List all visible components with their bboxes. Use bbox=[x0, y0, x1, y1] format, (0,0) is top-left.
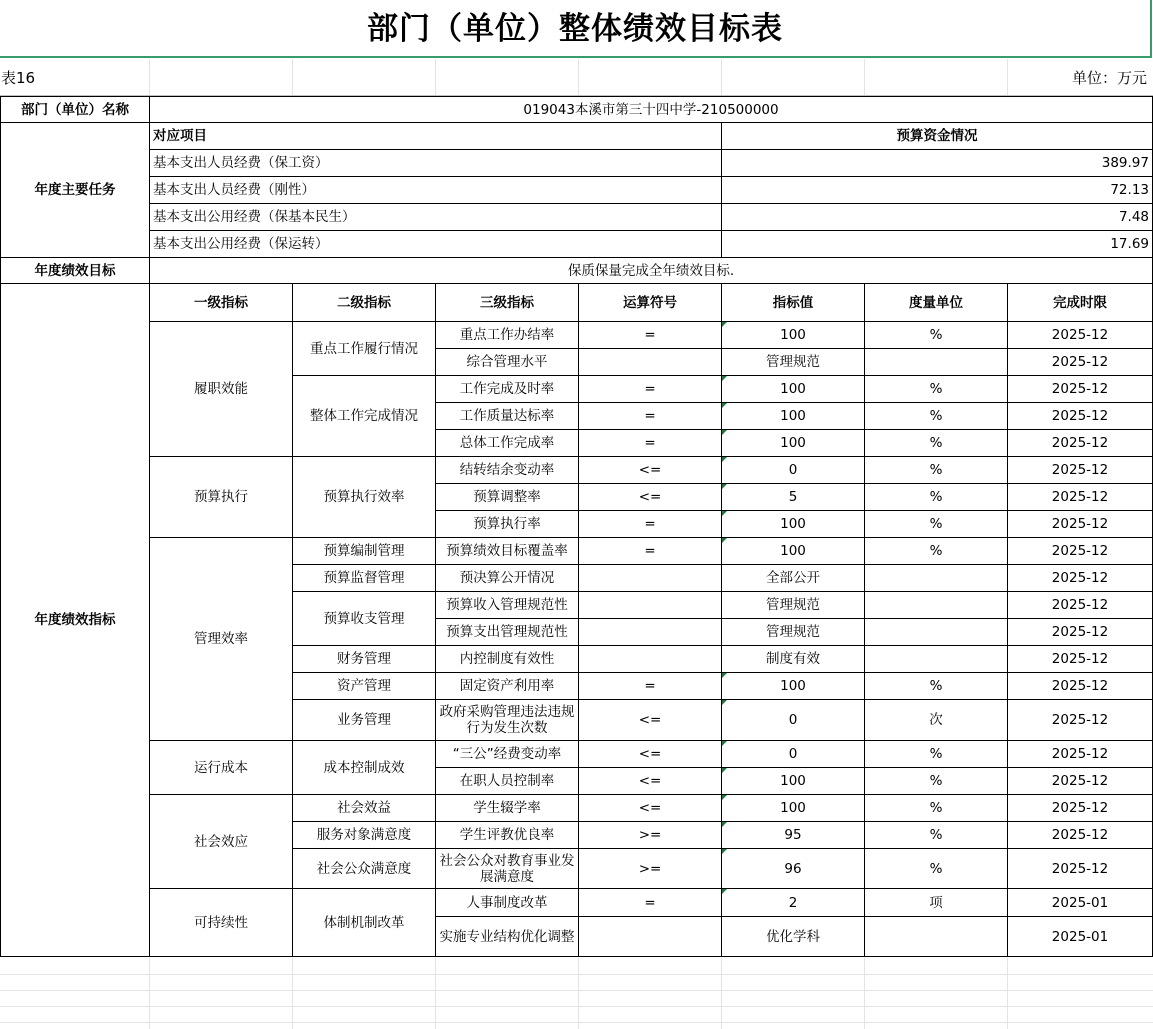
annual-goal-value[interactable]: 保质保量完成全年绩效目标. bbox=[150, 258, 1153, 284]
l3-indicator[interactable]: 内控制度有效性 bbox=[436, 646, 579, 673]
gridline bbox=[864, 59, 865, 95]
unit-cell[interactable]: % bbox=[865, 376, 1008, 403]
value-cell[interactable]: 100 bbox=[722, 511, 865, 538]
project-name[interactable]: 基本支出公用经费（保基本民生） bbox=[150, 204, 722, 231]
l3-indicator[interactable]: 实施专业结构优化调整 bbox=[436, 917, 579, 957]
gridline bbox=[721, 59, 722, 95]
project-header[interactable]: 对应项目 bbox=[150, 123, 722, 150]
budget-header[interactable]: 预算资金情况 bbox=[722, 123, 1153, 150]
unit-cell[interactable]: % bbox=[865, 511, 1008, 538]
value-cell[interactable]: 5 bbox=[722, 484, 865, 511]
unit-cell[interactable] bbox=[865, 917, 1008, 957]
l2-indicator[interactable]: 成本控制成效 bbox=[293, 741, 436, 795]
deadline-cell[interactable]: 2025-12 bbox=[1008, 349, 1153, 376]
gridline bbox=[292, 958, 293, 1029]
operator-cell[interactable]: <= bbox=[579, 484, 722, 511]
l3-indicator[interactable]: 结转结余变动率 bbox=[436, 457, 579, 484]
l2-indicator[interactable]: 社会效益 bbox=[293, 795, 436, 822]
deadline-cell[interactable]: 2025-12 bbox=[1008, 795, 1153, 822]
gridline bbox=[578, 958, 579, 1029]
operator-cell[interactable]: >= bbox=[579, 849, 722, 889]
deadline-cell[interactable]: 2025-12 bbox=[1008, 822, 1153, 849]
l3-indicator[interactable]: 预决算公开情况 bbox=[436, 565, 579, 592]
budget-amount[interactable]: 17.69 bbox=[722, 231, 1153, 258]
value-cell[interactable]: 全部公开 bbox=[722, 565, 865, 592]
l1-indicator[interactable]: 预算执行 bbox=[150, 457, 293, 538]
col-header-l1[interactable]: 一级指标 bbox=[150, 284, 293, 322]
deadline-cell[interactable]: 2025-12 bbox=[1008, 741, 1153, 768]
l1-indicator[interactable]: 可持续性 bbox=[150, 889, 293, 957]
gridline bbox=[578, 59, 579, 95]
value-cell[interactable]: 制度有效 bbox=[722, 646, 865, 673]
deadline-cell[interactable]: 2025-12 bbox=[1008, 484, 1153, 511]
l2-indicator[interactable]: 预算收支管理 bbox=[293, 592, 436, 646]
operator-cell[interactable]: = bbox=[579, 322, 722, 349]
project-name[interactable]: 基本支出人员经费（刚性） bbox=[150, 177, 722, 204]
page-title: 部门（单位）整体绩效目标表 bbox=[0, 0, 1152, 58]
l3-indicator[interactable]: 学生评教优良率 bbox=[436, 822, 579, 849]
deadline-cell[interactable]: 2025-01 bbox=[1008, 917, 1153, 957]
value-cell[interactable]: 0 bbox=[722, 457, 865, 484]
gridline bbox=[292, 59, 293, 95]
l3-indicator[interactable]: 预算执行率 bbox=[436, 511, 579, 538]
operator-cell[interactable]: = bbox=[579, 511, 722, 538]
operator-cell[interactable]: = bbox=[579, 889, 722, 917]
operator-cell[interactable]: = bbox=[579, 403, 722, 430]
col-header-deadline[interactable]: 完成时限 bbox=[1008, 284, 1153, 322]
unit-cell[interactable]: % bbox=[865, 741, 1008, 768]
l3-indicator[interactable]: 固定资产利用率 bbox=[436, 673, 579, 700]
l3-indicator[interactable]: 政府采购管理违法违规行为发生次数 bbox=[436, 700, 579, 741]
value-cell[interactable]: 管理规范 bbox=[722, 619, 865, 646]
gridline bbox=[435, 59, 436, 95]
value-cell[interactable]: 2 bbox=[722, 889, 865, 917]
unit-cell[interactable] bbox=[865, 349, 1008, 376]
value-cell[interactable]: 100 bbox=[722, 538, 865, 565]
gridline bbox=[0, 974, 1153, 975]
l3-indicator[interactable]: 工作质量达标率 bbox=[436, 403, 579, 430]
unit-cell[interactable] bbox=[865, 646, 1008, 673]
value-cell[interactable]: 0 bbox=[722, 700, 865, 741]
gridline bbox=[1007, 958, 1008, 1029]
operator-cell[interactable]: = bbox=[579, 376, 722, 403]
col-header-operator[interactable]: 运算符号 bbox=[579, 284, 722, 322]
deadline-cell[interactable]: 2025-12 bbox=[1008, 322, 1153, 349]
operator-cell[interactable] bbox=[579, 619, 722, 646]
operator-cell[interactable] bbox=[579, 349, 722, 376]
l2-indicator[interactable]: 资产管理 bbox=[293, 673, 436, 700]
l3-indicator[interactable]: 重点工作办结率 bbox=[436, 322, 579, 349]
deadline-cell[interactable]: 2025-12 bbox=[1008, 403, 1153, 430]
operator-cell[interactable]: >= bbox=[579, 822, 722, 849]
unit-cell[interactable]: % bbox=[865, 673, 1008, 700]
deadline-cell[interactable]: 2025-12 bbox=[1008, 511, 1153, 538]
l2-indicator[interactable]: 预算执行效率 bbox=[293, 457, 436, 538]
operator-cell[interactable]: = bbox=[579, 430, 722, 457]
unit-cell[interactable]: % bbox=[865, 457, 1008, 484]
deadline-cell[interactable]: 2025-12 bbox=[1008, 673, 1153, 700]
col-header-l2[interactable]: 二级指标 bbox=[293, 284, 436, 322]
l2-indicator[interactable]: 体制机制改革 bbox=[293, 889, 436, 957]
deadline-cell[interactable]: 2025-12 bbox=[1008, 646, 1153, 673]
dept-name-label[interactable]: 部门（单位）名称 bbox=[1, 97, 150, 123]
deadline-cell[interactable]: 2025-12 bbox=[1008, 538, 1153, 565]
value-cell[interactable]: 96 bbox=[722, 849, 865, 889]
l1-indicator[interactable]: 运行成本 bbox=[150, 741, 293, 795]
unit-cell[interactable]: % bbox=[865, 849, 1008, 889]
l3-indicator[interactable]: 在职人员控制率 bbox=[436, 768, 579, 795]
unit-cell[interactable]: % bbox=[865, 484, 1008, 511]
unit-cell[interactable]: 项 bbox=[865, 889, 1008, 917]
l2-indicator[interactable]: 业务管理 bbox=[293, 700, 436, 741]
l3-indicator[interactable]: 预算支出管理规范性 bbox=[436, 619, 579, 646]
l3-indicator[interactable]: 工作完成及时率 bbox=[436, 376, 579, 403]
main-tasks-label[interactable]: 年度主要任务 bbox=[1, 123, 150, 258]
project-name[interactable]: 基本支出公用经费（保运转） bbox=[150, 231, 722, 258]
l3-indicator[interactable]: 总体工作完成率 bbox=[436, 430, 579, 457]
value-cell[interactable]: 100 bbox=[722, 430, 865, 457]
gridline bbox=[1007, 59, 1008, 95]
unit-cell[interactable]: % bbox=[865, 403, 1008, 430]
l3-indicator[interactable]: 人事制度改革 bbox=[436, 889, 579, 917]
l2-indicator[interactable]: 服务对象满意度 bbox=[293, 822, 436, 849]
value-cell[interactable]: 100 bbox=[722, 673, 865, 700]
operator-cell[interactable]: <= bbox=[579, 741, 722, 768]
value-cell[interactable]: 100 bbox=[722, 795, 865, 822]
value-cell[interactable]: 管理规范 bbox=[722, 592, 865, 619]
deadline-cell[interactable]: 2025-12 bbox=[1008, 592, 1153, 619]
operator-cell[interactable] bbox=[579, 646, 722, 673]
deadline-cell[interactable]: 2025-12 bbox=[1008, 619, 1153, 646]
unit-cell[interactable] bbox=[865, 619, 1008, 646]
project-name[interactable]: 基本支出人员经费（保工资） bbox=[150, 150, 722, 177]
unit-cell[interactable]: % bbox=[865, 795, 1008, 822]
deadline-cell[interactable]: 2025-12 bbox=[1008, 768, 1153, 795]
col-header-l3[interactable]: 三级指标 bbox=[436, 284, 579, 322]
deadline-cell[interactable]: 2025-12 bbox=[1008, 376, 1153, 403]
gridline bbox=[0, 1006, 1153, 1007]
annual-goal-label[interactable]: 年度绩效目标 bbox=[1, 258, 150, 284]
indicators-label[interactable]: 年度绩效指标 bbox=[1, 284, 150, 957]
unit-cell[interactable]: % bbox=[865, 822, 1008, 849]
operator-cell[interactable] bbox=[579, 592, 722, 619]
table-number: 表16 bbox=[1, 69, 36, 87]
l1-indicator[interactable]: 管理效率 bbox=[150, 538, 293, 741]
value-cell[interactable]: 100 bbox=[722, 768, 865, 795]
l2-indicator[interactable]: 财务管理 bbox=[293, 646, 436, 673]
l3-indicator[interactable]: 预算调整率 bbox=[436, 484, 579, 511]
unit-label: 单位：万元 bbox=[1071, 69, 1147, 87]
operator-cell[interactable] bbox=[579, 917, 722, 957]
gridline bbox=[0, 1022, 1153, 1023]
gridline bbox=[149, 59, 150, 95]
gridline bbox=[864, 958, 865, 1029]
gridline bbox=[0, 990, 1153, 991]
unit-cell[interactable]: 次 bbox=[865, 700, 1008, 741]
col-header-unit[interactable]: 度量单位 bbox=[865, 284, 1008, 322]
operator-cell[interactable]: <= bbox=[579, 457, 722, 484]
operator-cell[interactable]: <= bbox=[579, 700, 722, 741]
l3-indicator[interactable]: 社会公众对教育事业发展满意度 bbox=[436, 849, 579, 889]
budget-amount[interactable]: 7.48 bbox=[722, 204, 1153, 231]
l3-indicator[interactable]: 预算收入管理规范性 bbox=[436, 592, 579, 619]
gridline bbox=[721, 958, 722, 1029]
empty-sheet-grid bbox=[0, 958, 1153, 1029]
l1-indicator[interactable]: 履职效能 bbox=[150, 322, 293, 457]
gridline bbox=[149, 958, 150, 1029]
unit-cell[interactable]: % bbox=[865, 430, 1008, 457]
unit-cell[interactable]: % bbox=[865, 322, 1008, 349]
unit-cell[interactable] bbox=[865, 565, 1008, 592]
l2-indicator[interactable]: 预算编制管理 bbox=[293, 538, 436, 565]
deadline-cell[interactable]: 2025-01 bbox=[1008, 889, 1153, 917]
unit-cell[interactable]: % bbox=[865, 538, 1008, 565]
operator-cell[interactable] bbox=[579, 565, 722, 592]
l3-indicator[interactable]: “三公”经费变动率 bbox=[436, 741, 579, 768]
value-cell[interactable]: 优化学科 bbox=[722, 917, 865, 957]
operator-cell[interactable]: <= bbox=[579, 768, 722, 795]
deadline-cell[interactable]: 2025-12 bbox=[1008, 457, 1153, 484]
performance-table bbox=[0, 96, 1153, 957]
col-header-value[interactable]: 指标值 bbox=[722, 284, 865, 322]
l3-indicator[interactable]: 学生辍学率 bbox=[436, 795, 579, 822]
l2-indicator[interactable]: 预算监督管理 bbox=[293, 565, 436, 592]
operator-cell[interactable]: <= bbox=[579, 795, 722, 822]
l1-indicator[interactable]: 社会效应 bbox=[150, 795, 293, 889]
l3-indicator[interactable]: 预算绩效目标覆盖率 bbox=[436, 538, 579, 565]
operator-cell[interactable]: = bbox=[579, 673, 722, 700]
l3-indicator[interactable]: 综合管理水平 bbox=[436, 349, 579, 376]
value-cell[interactable]: 管理规范 bbox=[722, 349, 865, 376]
unit-cell[interactable]: % bbox=[865, 768, 1008, 795]
deadline-cell[interactable]: 2025-12 bbox=[1008, 565, 1153, 592]
operator-cell[interactable]: = bbox=[579, 538, 722, 565]
subheader-row bbox=[0, 59, 1153, 95]
deadline-cell[interactable]: 2025-12 bbox=[1008, 430, 1153, 457]
value-cell[interactable]: 100 bbox=[722, 376, 865, 403]
budget-amount[interactable]: 389.97 bbox=[722, 150, 1153, 177]
dept-name-value[interactable]: 019043本溪市第三十四中学-210500000 bbox=[150, 97, 1153, 123]
l2-indicator[interactable]: 社会公众满意度 bbox=[293, 849, 436, 889]
value-cell[interactable]: 0 bbox=[722, 741, 865, 768]
value-cell[interactable]: 100 bbox=[722, 403, 865, 430]
value-cell[interactable]: 95 bbox=[722, 822, 865, 849]
gridline bbox=[435, 958, 436, 1029]
l2-indicator[interactable]: 整体工作完成情况 bbox=[293, 376, 436, 457]
unit-cell[interactable] bbox=[865, 592, 1008, 619]
budget-amount[interactable]: 72.13 bbox=[722, 177, 1153, 204]
l2-indicator[interactable]: 重点工作履行情况 bbox=[293, 322, 436, 376]
deadline-cell[interactable]: 2025-12 bbox=[1008, 849, 1153, 889]
value-cell[interactable]: 100 bbox=[722, 322, 865, 349]
deadline-cell[interactable]: 2025-12 bbox=[1008, 700, 1153, 741]
